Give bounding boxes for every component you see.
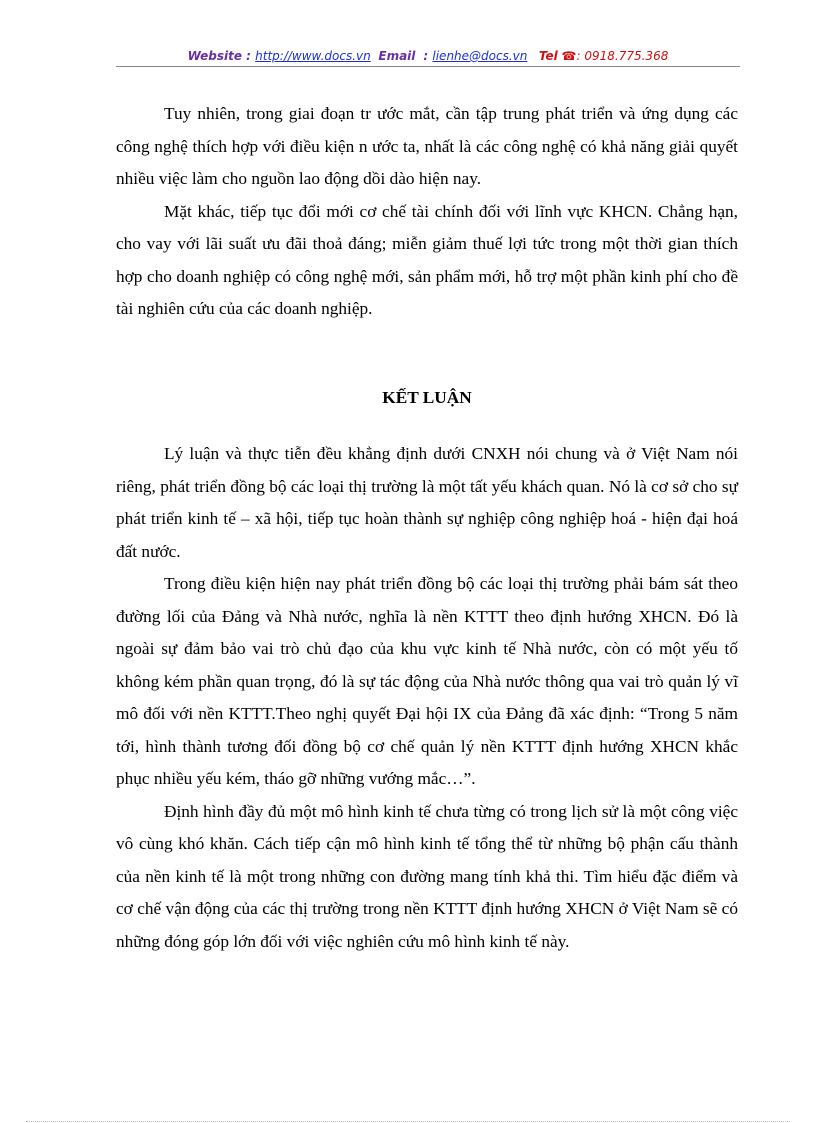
phone-icon: ☎ [561, 49, 577, 63]
tel-value: : 0918.775.368 [576, 49, 669, 63]
website-link[interactable]: http://www.docs.vn [255, 49, 371, 63]
email-link[interactable]: lienhe@docs.vn [432, 49, 528, 63]
footer-divider [26, 1121, 790, 1122]
section-heading: KẾT LUẬN [382, 387, 472, 407]
email-label: Email [378, 49, 416, 63]
paragraph-5: Định hình đầy đủ một mô hình kinh tế chưa từng có trong lịch sử là một công việc vô cùng khó khăn. Cách tiếp cận mô hình kinh tế tổng thể từ những bộ phận cấu thành của nền kinh tế là một trong những con đường mang tính khả thi. Tìm hiểu đặc điểm và cơ chế vận động của các thị trường trong nền KTTT định hướng XHCN ở Việt Nam sẽ có những đóng góp lớn đối với việc nghiên cứu mô hình kinh tế này. [116, 801, 738, 951]
paragraph-1: Tuy nhiên, trong giai đoạn tr ước mắt, cần tập trung phát triển và ứng dụng các công nghệ thích hợp với điều kiện n ước ta, nhất là các công nghệ có khả năng giải quyết nhiều việc làm cho nguồn lao động dồi dào hiện nay. [116, 104, 738, 188]
paragraph-4: Trong điều kiện hiện nay phát triển đồng bộ các loại thị trường phải bám sát theo đường lối của Đảng và Nhà nước, nghĩa là nền KTTT theo định hướng XHCN. Đó là ngoài sự đảm bảo vai trò chủ đạo của khu vực kinh tế Nhà nước, còn có một yếu tố không kém phần quan trọng, đó là sự tác động của Nhà nước thông qua vai trò quản lý vĩ mô đối với nền KTTT.Theo nghị quyết Đại hội IX của Đảng đã xác định: “Trong 5 năm tới, hình thành tương đối đồng bộ cơ chế quản lý nền KTTT định hướng XHCN khắc phục nhiều yếu kém, tháo gỡ những vướng mắc…”. [116, 574, 738, 788]
website-separator: : [241, 49, 256, 63]
header-divider [116, 66, 740, 67]
page-header [116, 47, 740, 65]
paragraph-3: Lý luận và thực tiễn đều khẳng định dưới CNXH nói chung và ở Việt Nam nói riêng, phát triển đồng bộ các loại thị trường là một tất yếu khách quan. Nó là cơ sở cho sự phát triển kinh tế – xã hội, tiếp tục hoàn thành sự nghiệp công nghiệp hoá - hiện đại hoá đất nước. [116, 444, 738, 561]
email-separator: : [419, 49, 433, 63]
paragraph-2: Mặt khác, tiếp tục đổi mới cơ chế tài chính đối với lĩnh vực KHCN. Chẳng hạn, cho vay với lãi suất ưu đãi thoả đáng; miễn giảm thuế lợi tức trong một thời gian thích hợp cho doanh nghiệp có công nghệ mới, sản phẩm mới, hỗ trợ một phần kinh phí cho đề tài nghiên cứu của các doanh nghiệp. [116, 201, 738, 318]
document-body [116, 98, 738, 958]
tel-label: Tel [538, 49, 558, 63]
website-label: Website [187, 49, 242, 63]
